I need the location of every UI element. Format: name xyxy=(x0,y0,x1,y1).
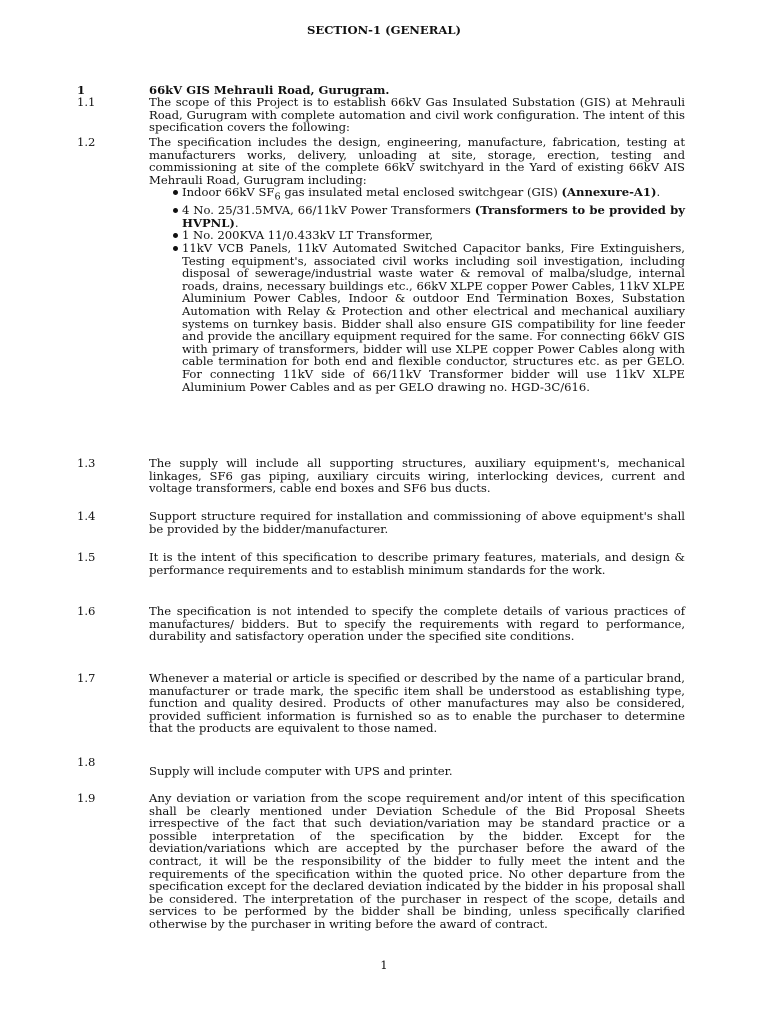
clause-body xyxy=(149,136,685,393)
bullet-item: 11kV VCB Panels, 11kV Automated Switched Capacitor banks, Fire Extinguishers, Testing equipment's, associated civil works including soil investigation, including disposal of sewerage/industrial waste water & removal of malba/sludge, internal roads, drains, necessary buildings etc., 66kV XLPE copper Power Cables, 11kV XLPE Aluminium Power Cables, Indoor & outdoor End Termination Boxes, Substation Automation with Relay & Protection and other electrical and mechanical auxiliary systems on turnkey basis. Bidder shall also ensure GIS compatibility for line feeder and provide the ancillary equipment required for the same. For connecting 66kV GIS with primary of transformers, bidder will use XLPE copper Power Cables along with cable termination for both end and flexible conductor, structures etc. as per GELO. For connecting 11kV side of 66/11kV Transformer bidder will use 11kV XLPE Aluminium Power Cables and as per GELO drawing no. HGD-3C/616. xyxy=(149,242,685,393)
section-title: SECTION-1 (GENERAL) xyxy=(306,23,462,37)
clause-number: 1 xyxy=(77,83,86,97)
clause-text: It is the intent of this specification to describe primary features, materials, and design & performance requirements and to establish minimum standards for the work. xyxy=(149,550,685,577)
bullet-item: 1 No. 200KVA 11/0.433kV LT Transformer, xyxy=(149,229,685,242)
clause-text: The supply will include all supporting structures, auxiliary equipment's, mechanical linkages, SF6 gas piping, auxiliary circuits wiring, interlocking devices, current and voltage transformers, cable end boxes and SF6 bus ducts. xyxy=(149,456,685,496)
clause-text: The specification includes the design, engineering, manufacture, fabrication, testing at manufacturers works, delivery, unloading at site, storage, erection, testing and commissioning at site of the complete 66kV switchyard in the Yard of existing 66kV AIS Mehrauli Road, Gurugram including: xyxy=(149,135,685,187)
scope-bullet-list xyxy=(149,186,685,393)
clause-text: Support structure required for installation and commissioning of above equipment's shall be provided by the bidder/manufacturer. xyxy=(149,509,685,536)
clause-number: 1.1 xyxy=(77,95,96,109)
clause-text: The specification is not intended to specify the complete details of various practices of manufactures/ bidders. But to specify the requirements with regard to performance, durability and satisfactory operation under the specified site conditions. xyxy=(149,604,685,644)
bullet-icon xyxy=(173,190,178,195)
clause-number: 1.9 xyxy=(77,791,96,805)
clause-number: 1.7 xyxy=(77,671,96,685)
clause-heading: 66kV GIS Mehrauli Road, Gurugram. xyxy=(149,83,390,97)
bullet-item: 4 No. 25/31.5MVA, 66/11kV Power Transformers (Transformers to be provided by HVPNL). xyxy=(149,204,685,229)
clause-number: 1.3 xyxy=(77,456,96,470)
clause-text: The scope of this Project is to establish 66kV Gas Insulated Substation (GIS) at Mehrauli Road, Gurugram with complete automation and civil work configuration. The intent of this specification covers the following: xyxy=(149,95,685,135)
bullet-icon xyxy=(173,233,178,238)
bullet-icon xyxy=(173,208,178,213)
page-number: 1 xyxy=(380,958,388,972)
clause-number: 1.6 xyxy=(77,604,96,618)
clause-text: Whenever a material or article is specified or described by the name of a particular brand, manufacturer or trade mark, the specific item shall be understood as establishing type, function and quality desired. Products of other manufactures may also be considered, provided sufficient information is furnished so as to enable the purchaser to determine that the products are equivalent to those named. xyxy=(149,671,685,736)
clause-number: 1.2 xyxy=(77,135,96,149)
clause-number: 1.5 xyxy=(77,550,96,564)
clause-number: 1.4 xyxy=(77,509,96,523)
clause-number: 1.8 xyxy=(77,755,96,769)
clause-text: Any deviation or variation from the scope requirement and/or intent of this specification shall be clearly mentioned under Deviation Schedule of the Bid Proposal Sheets irrespective of the fact that such deviation/variation may be standard practice or a possible interpretation of the specification by the bidder. Except for the deviation/variations which are accepted by the purchaser before the award of the contract, it will be the responsibility of the bidder to fully meet the intent and the requirements of the specification within the quoted price. No other departure from the specification except for the declared deviation indicated by the bidder in his proposal shall be considered. The interpretation of the purchaser in respect of the scope, details and services to be performed by the bidder shall be binding, unless specifically clarified otherwise by the purchaser in writing before the award of contract. xyxy=(149,791,685,931)
clause-text: Supply will include computer with UPS and printer. xyxy=(149,764,453,778)
bullet-item: Indoor 66kV $SF_6$ gas insulated metal enclosed switchgear (GIS) (Annexure-A1). xyxy=(149,186,685,204)
bullet-icon xyxy=(173,246,178,251)
